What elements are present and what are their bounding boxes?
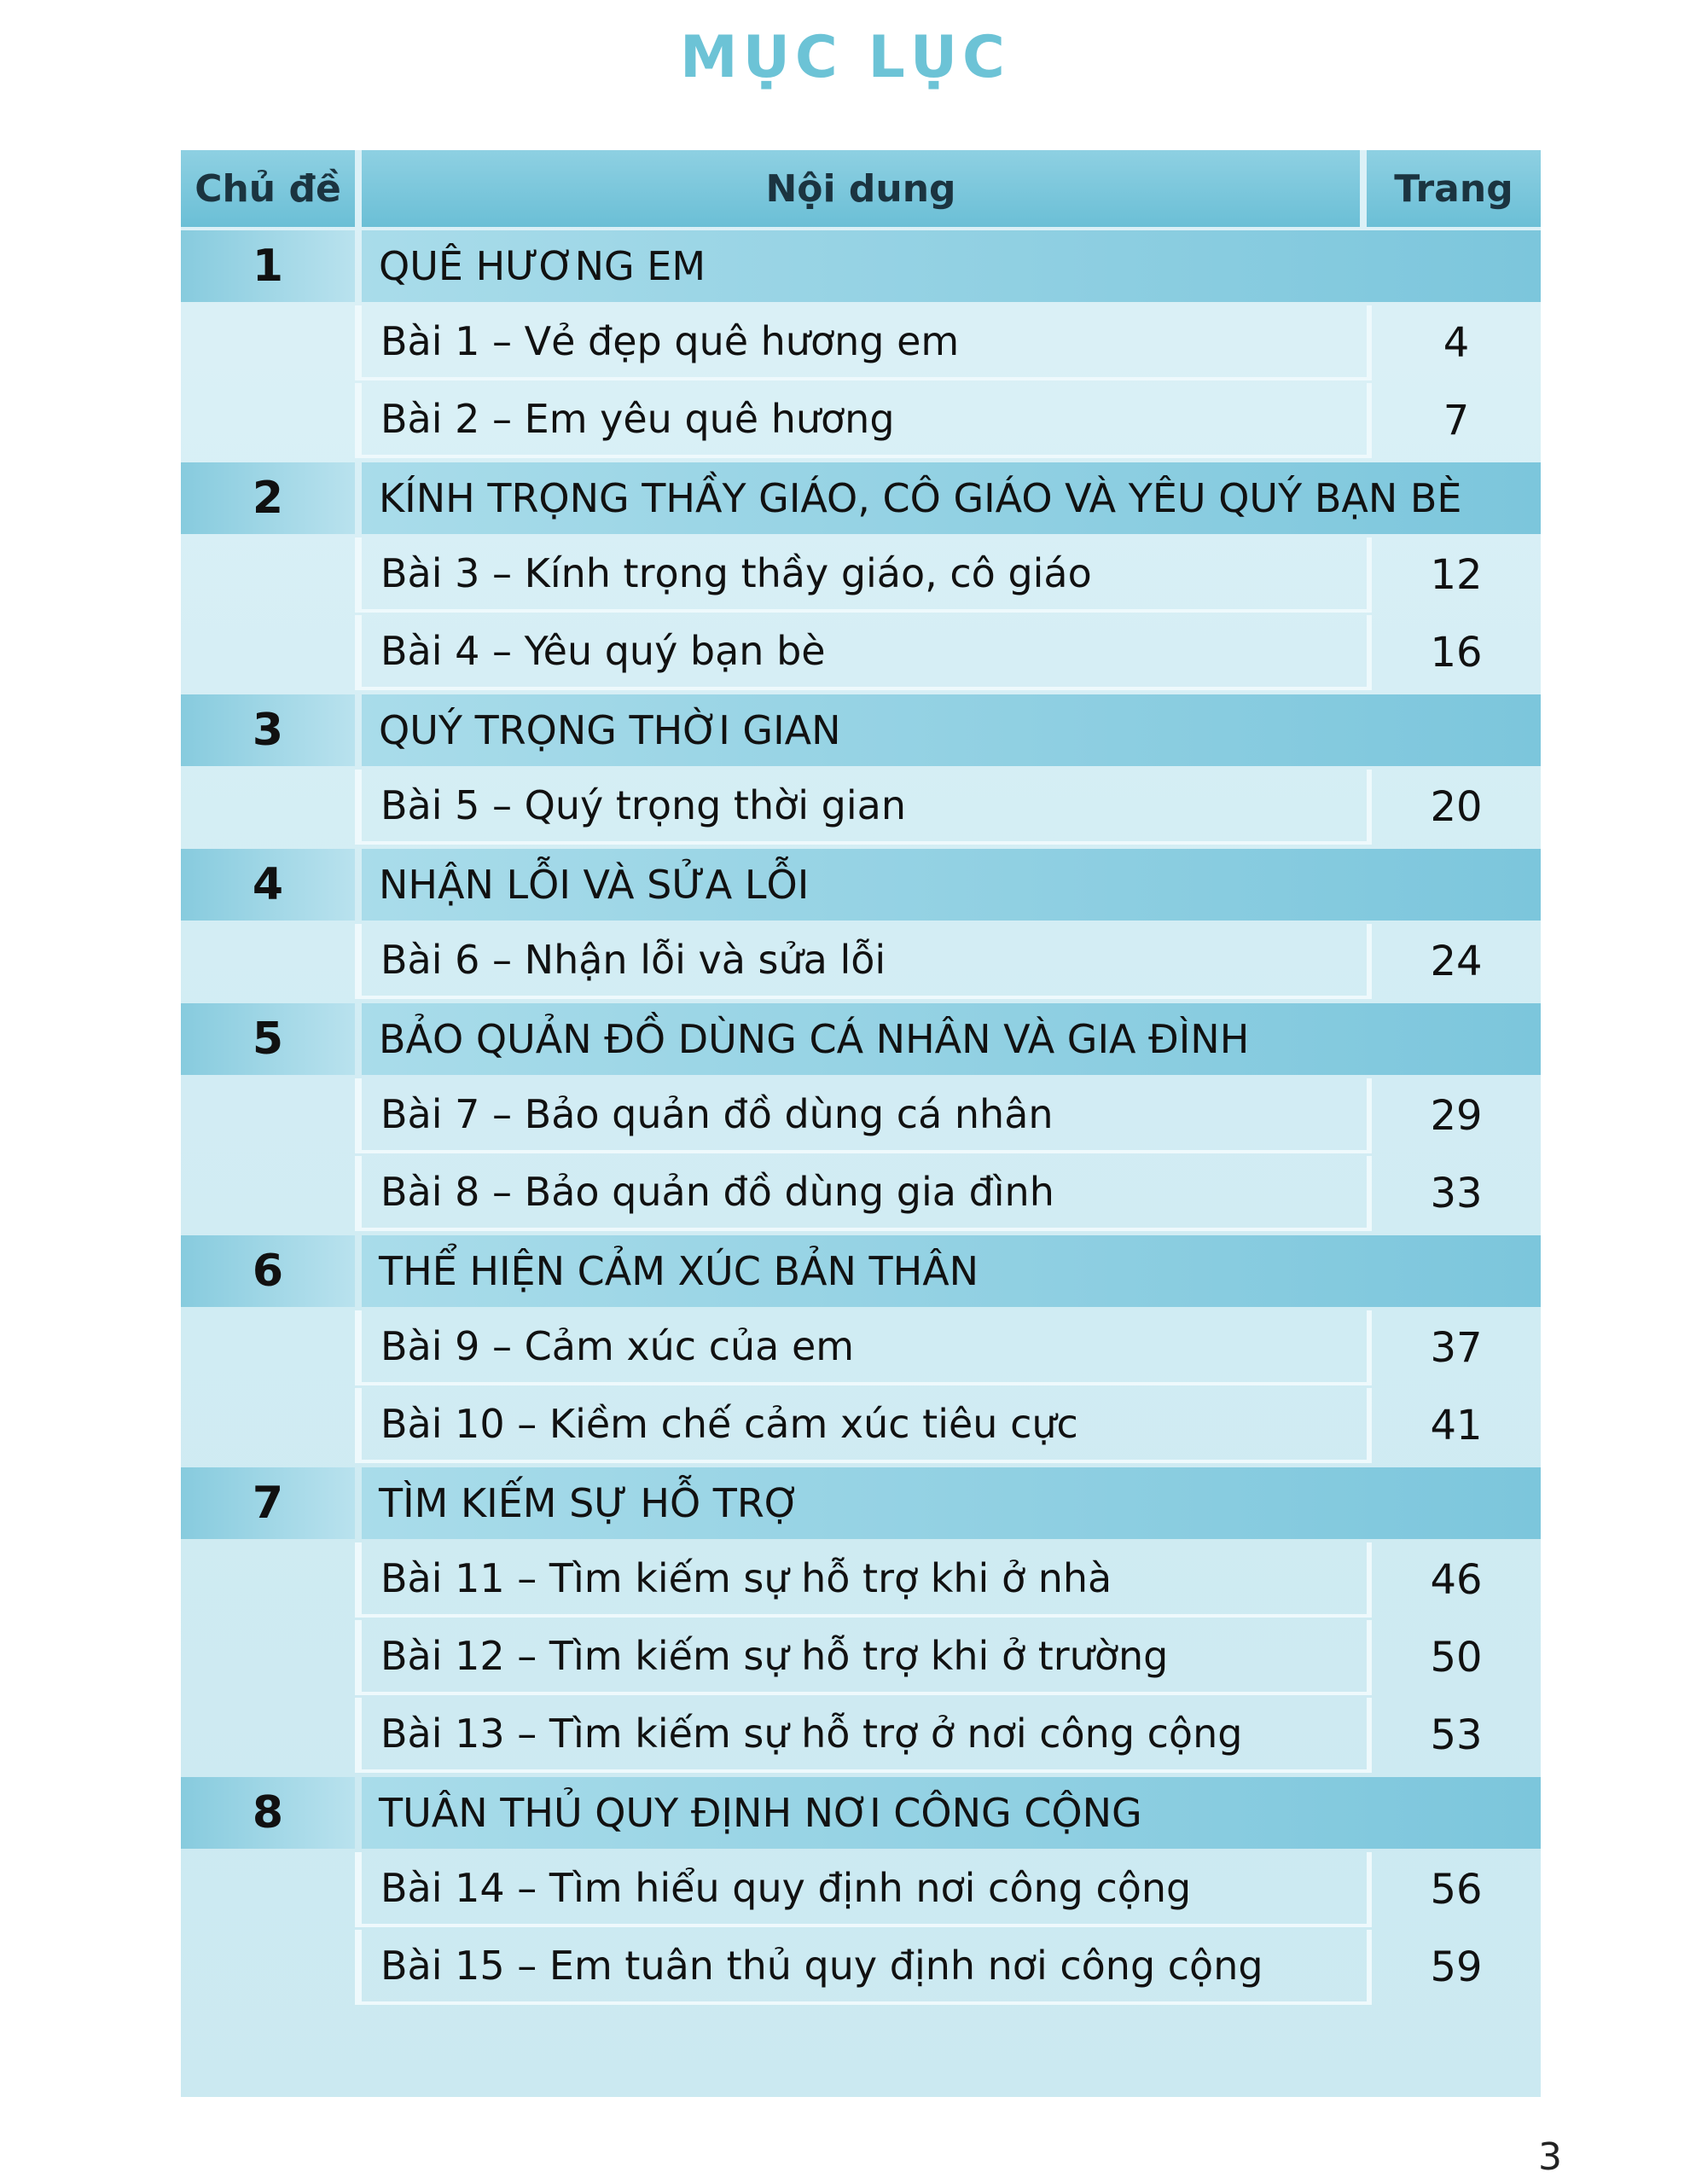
lesson-row (181, 305, 1541, 380)
topic-cell-empty (181, 1852, 355, 1927)
topic-number: 7 (181, 1467, 355, 1539)
lesson-title[interactable]: Bài 10 – Kiềm chế cảm xúc tiêu cực (362, 1388, 1367, 1463)
lesson-row (181, 1388, 1541, 1463)
column-divider (355, 1156, 362, 1231)
lesson-title[interactable]: Bài 9 – Cảm xúc của em (362, 1310, 1367, 1385)
lesson-page: 24 (1367, 924, 1541, 999)
table-of-contents (181, 150, 1541, 2097)
column-divider (355, 1698, 362, 1773)
lesson-page: 37 (1367, 1310, 1541, 1385)
topic-cell-empty (181, 1156, 355, 1231)
lesson-page: 46 (1367, 1542, 1541, 1618)
lesson-row (181, 1542, 1541, 1618)
topic-cell-empty (181, 924, 355, 999)
lesson-page: 12 (1367, 537, 1541, 613)
lesson-title[interactable]: Bài 7 – Bảo quản đồ dùng cá nhân (362, 1078, 1367, 1153)
topic-cell-empty (181, 1078, 355, 1153)
column-divider (355, 1078, 362, 1153)
topic-cell-empty (181, 1930, 355, 2005)
column-divider (355, 615, 362, 690)
topic-title: KÍNH TRỌNG THẦY GIÁO, CÔ GIÁO VÀ YÊU QUÝ BẠN BÈ (362, 462, 1541, 534)
lesson-title[interactable]: Bài 15 – Em tuân thủ quy định nơi công cộng (362, 1930, 1367, 2005)
topic-row (181, 694, 1541, 766)
column-divider (355, 1388, 362, 1463)
lesson-title[interactable]: Bài 5 – Quý trọng thời gian (362, 770, 1367, 845)
column-divider (355, 537, 362, 613)
lesson-row (181, 1310, 1541, 1385)
topic-title: QUÊ HƯƠNG EM (362, 230, 1541, 302)
lesson-title[interactable]: Bài 1 – Vẻ đẹp quê hương em (362, 305, 1367, 380)
topic-row (181, 1235, 1541, 1307)
header-topic: Chủ đề (181, 150, 355, 227)
column-divider (355, 924, 362, 999)
topic-number: 3 (181, 694, 355, 766)
topic-number: 2 (181, 462, 355, 534)
lesson-title[interactable]: Bài 11 – Tìm kiếm sự hỗ trợ khi ở nhà (362, 1542, 1367, 1618)
topic-cell-empty (181, 615, 355, 690)
topic-number: 1 (181, 230, 355, 302)
lesson-page: 16 (1367, 615, 1541, 690)
lesson-title[interactable]: Bài 13 – Tìm kiếm sự hỗ trợ ở nơi công cộng (362, 1698, 1367, 1773)
topic-cell-empty (181, 1620, 355, 1695)
column-divider (355, 770, 362, 845)
column-divider (355, 1620, 362, 1695)
table-header (181, 150, 1541, 227)
topic-cell-empty (181, 537, 355, 613)
lesson-row (181, 924, 1541, 999)
topic-cell-empty (181, 1310, 355, 1385)
lesson-row (181, 1156, 1541, 1231)
topic-title: QUÝ TRỌNG THỜI GIAN (362, 694, 1541, 766)
column-divider (355, 305, 362, 380)
page-number: 3 (1538, 2135, 1562, 2179)
page-title: MỤC LỤC (680, 24, 1010, 91)
topic-cell-empty (181, 383, 355, 458)
topic-title: TUÂN THỦ QUY ĐỊNH NƠI CÔNG CỘNG (362, 1777, 1541, 1849)
lesson-row (181, 383, 1541, 458)
topic-number: 5 (181, 1003, 355, 1075)
topic-cell-empty (181, 1542, 355, 1618)
lesson-page: 59 (1367, 1930, 1541, 2005)
topic-number: 8 (181, 1777, 355, 1849)
topic-title: TÌM KIẾM SỰ HỖ TRỢ (362, 1467, 1541, 1539)
lesson-row (181, 537, 1541, 613)
lesson-row (181, 1078, 1541, 1153)
topic-row (181, 849, 1541, 921)
topic-cell-empty (181, 1388, 355, 1463)
lesson-row (181, 1930, 1541, 2005)
topic-number: 4 (181, 849, 355, 921)
lesson-title[interactable]: Bài 4 – Yêu quý bạn bè (362, 615, 1367, 690)
lesson-page: 56 (1367, 1852, 1541, 1927)
lesson-title[interactable]: Bài 3 – Kính trọng thầy giáo, cô giáo (362, 537, 1367, 613)
topic-row (181, 462, 1541, 534)
lesson-page: 50 (1367, 1620, 1541, 1695)
lesson-row (181, 1698, 1541, 1773)
lesson-page: 20 (1367, 770, 1541, 845)
topic-title: NHẬN LỖI VÀ SỬA LỖI (362, 849, 1541, 921)
lesson-page: 41 (1367, 1388, 1541, 1463)
lesson-title[interactable]: Bài 2 – Em yêu quê hương (362, 383, 1367, 458)
header-page: Trang (1367, 150, 1541, 227)
lesson-row (181, 1620, 1541, 1695)
topic-row (181, 1777, 1541, 1849)
lesson-title[interactable]: Bài 14 – Tìm hiểu quy định nơi công cộng (362, 1852, 1367, 1927)
topic-row (181, 1003, 1541, 1075)
column-divider (355, 1542, 362, 1618)
topic-cell-empty (181, 770, 355, 845)
topic-title: THỂ HIỆN CẢM XÚC BẢN THÂN (362, 1235, 1541, 1307)
column-divider (355, 1310, 362, 1385)
topic-cell-empty (181, 305, 355, 380)
topic-row (181, 1467, 1541, 1539)
column-divider (355, 383, 362, 458)
lesson-page: 33 (1367, 1156, 1541, 1231)
lesson-title[interactable]: Bài 12 – Tìm kiếm sự hỗ trợ khi ở trường (362, 1620, 1367, 1695)
lesson-page: 53 (1367, 1698, 1541, 1773)
lesson-row (181, 1852, 1541, 1927)
lesson-page: 4 (1367, 305, 1541, 380)
column-divider (355, 1852, 362, 1927)
topic-number: 6 (181, 1235, 355, 1307)
topic-title: BẢO QUẢN ĐỒ DÙNG CÁ NHÂN VÀ GIA ĐÌNH (362, 1003, 1541, 1075)
lesson-title[interactable]: Bài 6 – Nhận lỗi và sửa lỗi (362, 924, 1367, 999)
lesson-row (181, 770, 1541, 845)
header-content: Nội dung (362, 150, 1360, 227)
topic-row (181, 230, 1541, 302)
column-divider (355, 1930, 362, 2005)
lesson-page: 29 (1367, 1078, 1541, 1153)
lesson-title[interactable]: Bài 8 – Bảo quản đồ dùng gia đình (362, 1156, 1367, 1231)
lesson-row (181, 615, 1541, 690)
topic-cell-empty (181, 1698, 355, 1773)
lesson-page: 7 (1367, 383, 1541, 458)
